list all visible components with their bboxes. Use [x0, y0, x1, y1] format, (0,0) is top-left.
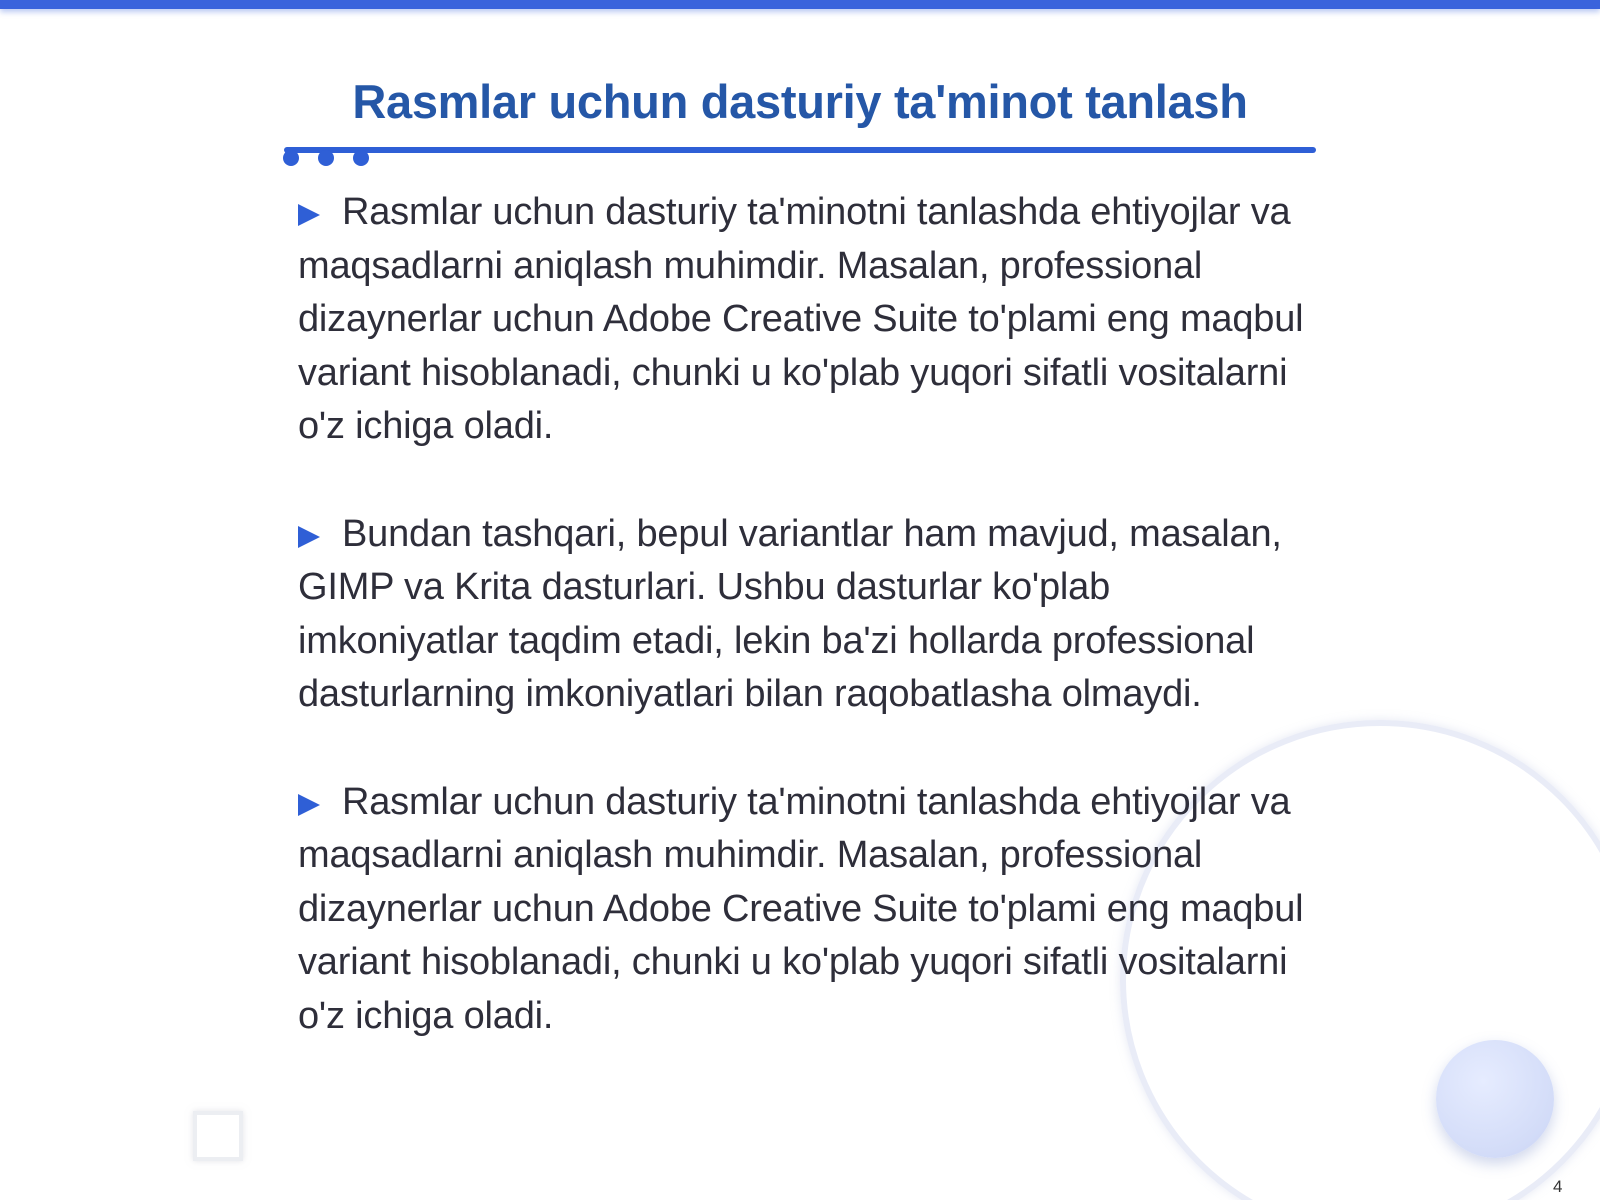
- title-underline-dot: [318, 150, 334, 166]
- triangle-right-icon: [298, 526, 320, 548]
- bullet-text: Rasmlar uchun dasturiy ta'minotni tanlashda ehtiyojlar va maqsadlarni aniqlash muhimdir. Masalan, professional dizaynerlar uchun Adobe Creative Suite to'plami eng maqbul variant hisoblanadi, chunki u ko'plab yuqori sifatli vositalarni o'z ichiga oladi.: [298, 780, 1304, 1037]
- slide-title: Rasmlar uchun dasturiy ta'minot tanlash: [352, 75, 1248, 128]
- bullet-item: [298, 776, 1308, 1044]
- triangle-right-icon: [298, 204, 320, 226]
- page-number: 4: [1553, 1177, 1563, 1196]
- bullet-item: [298, 186, 1308, 454]
- bullet-text: Rasmlar uchun dasturiy ta'minotni tanlashda ehtiyojlar va maqsadlarni aniqlash muhimdir. Masalan, professional dizaynerlar uchun Adobe Creative Suite to'plami eng maqbul variant hisoblanadi, chunki u ko'plab yuqori sifatli vositalarni o'z ichiga oladi.: [298, 191, 1304, 447]
- bullet-list: [298, 186, 1308, 1097]
- triangle-right-icon: [298, 794, 320, 816]
- top-accent-bar: [0, 0, 1600, 9]
- decorative-square: [193, 1111, 243, 1161]
- title-underline-dot: [283, 150, 299, 166]
- title-underline-dot: [353, 150, 369, 166]
- title-underline: [284, 147, 1316, 153]
- decorative-circle: [1436, 1040, 1554, 1158]
- bullet-text: Bundan tashqari, bepul variantlar ham mavjud, masalan, GIMP va Krita dasturlari. Ushbu dasturlar ko'plab imkoniyatlar taqdim etadi, lekin ba'zi hollarda professional dasturlarning imkoniyatlari bilan raqobatlasha olmaydi.: [298, 512, 1282, 715]
- bullet-item: [298, 508, 1308, 722]
